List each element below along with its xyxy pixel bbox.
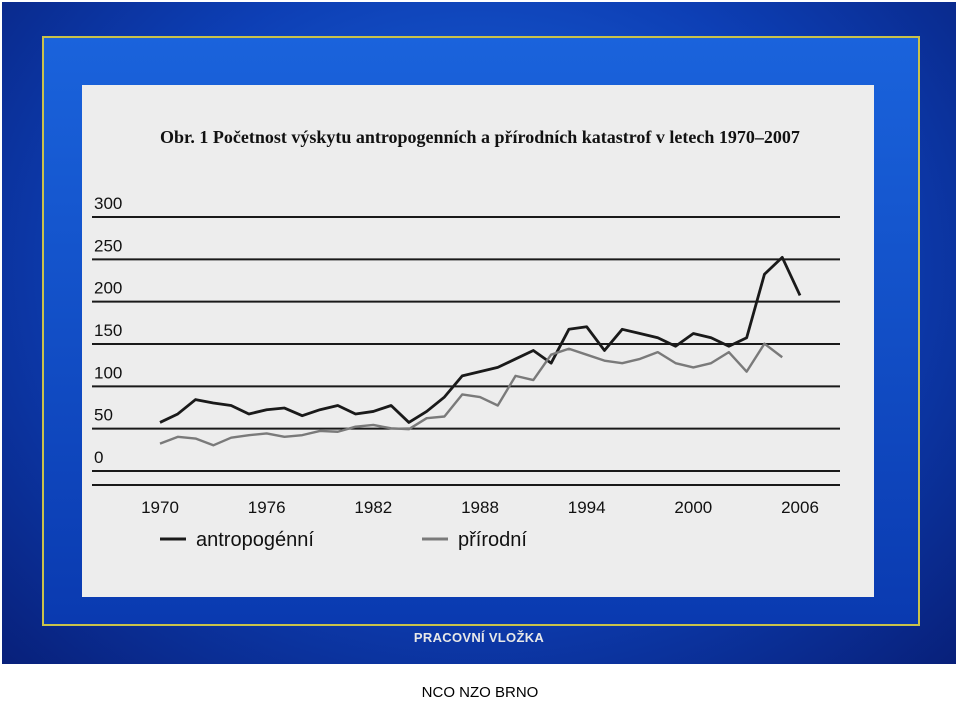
legend-label-1: přírodní [458,529,527,551]
legend-label-0: antropogénní [196,529,314,551]
x-tick-label-1976: 1976 [247,498,286,517]
x-tick-label-1994: 1994 [567,498,606,517]
series-line-prirodni [160,344,782,446]
slide-background [2,2,956,664]
y-tick-label-100: 100 [94,363,123,383]
y-tick-label-300: 300 [94,194,123,213]
x-tick-label-1982: 1982 [354,498,393,517]
footer-label: PRACOVNÍ VLOŽKA [413,630,545,645]
legend [160,529,527,551]
x-tick-label-1988: 1988 [461,498,499,517]
page-caption: NCO NZO BRNO [421,684,539,701]
x-tick-label-2000: 2000 [674,498,713,517]
y-tick-label-250: 250 [94,236,123,256]
chart-title: Obr. 1 Početnost výskytu antropogenních a přírodních katastrof v letech 1970–2007 [160,127,800,147]
x-tick-labels [141,498,819,517]
line-chart [82,85,874,597]
grid-lines [92,217,840,485]
y-tick-label-200: 200 [94,278,123,298]
x-tick-label-1970: 1970 [141,498,179,517]
x-tick-label-2006: 2006 [781,498,819,517]
y-tick-label-0: 0 [94,448,104,467]
chart-figure [82,85,874,597]
series-lines [160,257,800,445]
y-tick-label-150: 150 [94,321,123,340]
y-tick-labels [94,194,122,467]
y-tick-label-50: 50 [94,405,113,425]
